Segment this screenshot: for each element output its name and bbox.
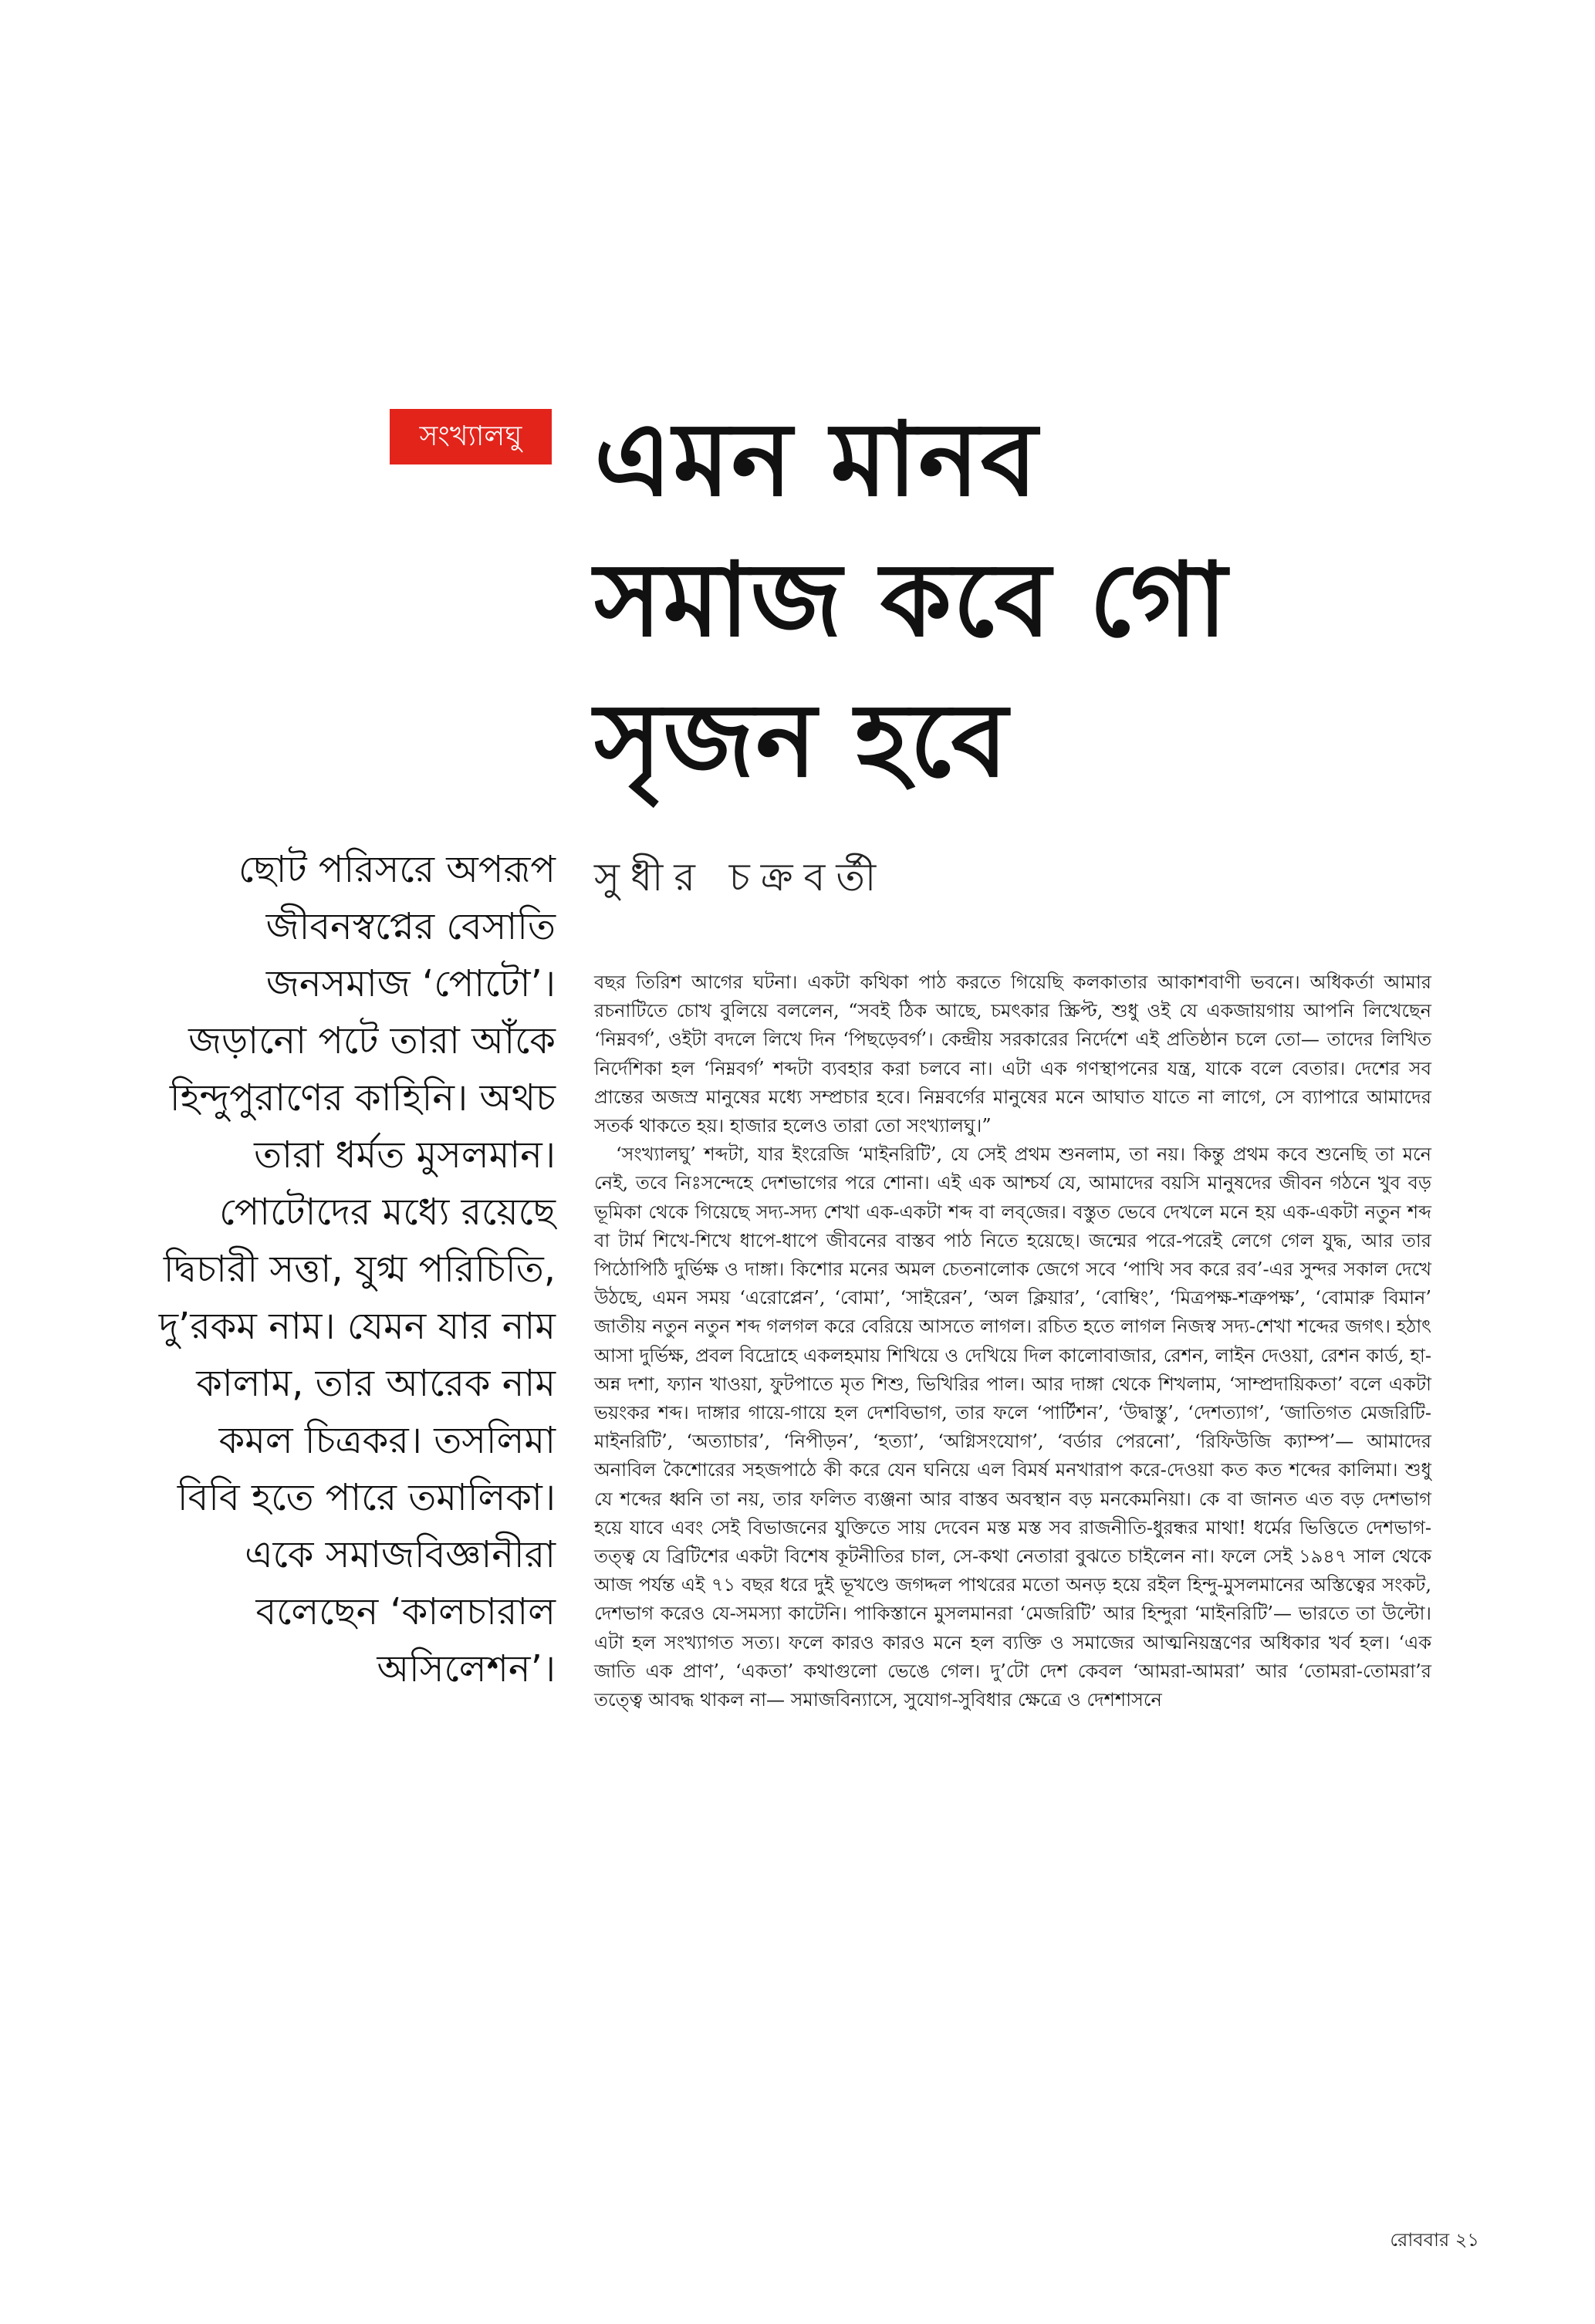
title-line-1: এমন মানব <box>594 400 1039 519</box>
body-paragraph: বছর তিরিশ আগের ঘটনা। একটা কথিকা পাঠ করতে গিয়েছি কলকাতার আকাশবাণী ভবনে। অধিকর্তা আমার রচনাটিতে চোখ বুলিয়ে বললেন, “সবই ঠিক আছে, চমৎকার স্ক্রিপ্ট, শুধু ওই যে একজায়গায় আপনি লিখেছেন ‘নিম্নবর্গ’, ওইটা বদলে লিখে দিন ‘পিছড়েবর্গ’। কেন্দ্রীয় সরকারের নির্দেশে এই প্রতিষ্ঠান চলে তো— তাদের লিখিত নির্দেশিকা হল ‘নিম্নবর্গ’ শব্দটা ব্যবহার করা চলবে না। এটা এক গণস্থাপনের যন্ত্র, যাকে বলে বেতার। দেশের সব প্রান্তের অজস্র মানুষের মধ্যে সম্প্রচার হবে। নিম্নবর্গের মানুষের মনে আঘাত যাতে না লাগে, সে ব্যাপারে আমাদের সতর্ক থাকতে হয়। হাজার হলেও তারা তো সংখ্যালঘু।” <box>594 971 1431 1137</box>
section-tag: সংখ্যালঘু <box>390 409 552 464</box>
article-body <box>594 968 1431 1714</box>
author-name: সুধীর চক্রবর্তী <box>594 855 887 900</box>
title-line-2: সমাজ কবে গো <box>594 541 1228 660</box>
article-title <box>594 390 1520 811</box>
body-paragraph: ‘সংখ্যালঘু’ শব্দটা, যার ইংরেজি ‘মাইনরিটি’, যে সেই প্রথম শুনলাম, তা নয়। কিন্তু প্রথম কবে শুনেছি তা মনে নেই, তবে নিঃসন্দেহে দেশভাগের পরে শোনা। এই এক আশ্চর্য যে, আমাদের বয়সি মানুষদের জীবন গঠনে খুব বড় ভূমিকা থেকে গিয়েছে সদ্য-সদ্য শেখা এক-একটা শব্দ বা লব্‌জের। বস্তুত ভেবে দেখলে মনে হয় এক-একটা নতুন শব্দ বা টার্ম শিখে-শিখে ধাপে-ধাপে জীবনের বাস্তব পাঠ নিতে হয়েছে। জন্মের পরে-পরেই লেগে গেল যুদ্ধ, আর তার পিঠোপিঠি দুর্ভিক্ষ ও দাঙ্গা। কিশোর মনের অমল চেতনালোক জেগে সবে ‘পাখি সব করে রব’-এর সুন্দর সকাল দেখে উঠছে, এমন সময় ‘এরোপ্লেন’, ‘বোমা’, ‘সাইরেন’, ‘অল ক্লিয়ার’, ‘বোম্বিং’, ‘মিত্রপক্ষ-শত্রুপক্ষ’, ‘বোমারু বিমান’ জাতীয় নতুন নতুন শব্দ গলগল করে বেরিয়ে আসতে লাগল। রচিত হতে লাগল নিজস্ব সদ্য-শেখা শব্দের জগৎ। হঠাৎ আসা দুর্ভিক্ষ, প্রবল বিদ্রোহে একলহমায় শিখিয়ে ও দেখিয়ে দিল কালোবাজার, রেশন, লাইন দেওয়া, রেশন কার্ড, হা-অন্ন দশা, ফ্যান খাওয়া, ফুটপাতে মৃত শিশু, ভিখিরির পাল। আর দাঙ্গা থেকে শিখলাম, ‘সাম্প্রদায়িকতা’ বলে একটা ভয়ংকর শব্দ। দাঙ্গার গায়ে-গায়ে হল দেশবিভাগ, তার ফলে ‘পার্টিশন’, ‘উদ্বাস্তু’, ‘দেশত্যাগ’, ‘জাতিগত মেজরিটি-মাইনরিটি’, ‘অত্যাচার’, ‘নিপীড়ন’, ‘হত্যা’, ‘অগ্নিসংযোগ’, ‘বর্ডার পেরনো’, ‘রিফিউজি ক্যাম্প’— আমাদের অনাবিল কৈশোরের সহজপাঠে কী করে যেন ঘনিয়ে এল বিমর্ষ মনখারাপ করে-দেওয়া কত কত শব্দের কালিমা। শুধু যে শব্দের ধ্বনি তা নয়, তার ফলিত ব্যঞ্জনা আর বাস্তব অবস্থান বড় মনকেমনিয়া। কে বা জানত এত বড় দেশভাগ হয়ে যাবে এবং সেই বিভাজনের যুক্তিতে সায় দেবেন মস্ত মস্ত সব রাজনীতি-ধুরন্ধর মাথা! ধর্মের ভিত্তিতে দেশভাগ-তত্ত্ব যে ব্রিটিশের একটা বিশেষ কূটনীতির চাল, সে-কথা নেতারা বুঝতে চাইলেন না। ফলে সেই ১৯৪৭ সাল থেকে আজ পর্যন্ত এই ৭১ বছর ধরে দুই ভূখণ্ডে জগদ্দল পাথরের মতো অনড় হয়ে রইল হিন্দু-মুসলমানের অস্তিত্বের সংকট, দেশভাগ করেও যে-সমস্যা কাটেনি। পাকিস্তানে মুসলমানরা ‘মেজরিটি’ আর হিন্দুরা ‘মাইনরিটি’— ভারতে তা উল্টো। এটা হল সংখ্যাগত সত্য। ফলে কারও কারও মনে হল ব্যক্তি ও সমাজের আত্মনিয়ন্ত্রণের অধিকার খর্ব হল। ‘এক জাতি এক প্রাণ’, ‘একতা’ কথাগুলো ভেঙে গেল। দু’টো দেশ কেবল ‘আমরা-আমরা’ আর ‘তোমরা-তোমরা’র তত্ত্বে আবদ্ধ থাকল না— সমাজবিন্যাসে, সুযোগ-সুবিধার ক্ষেত্রে ও দেশশাসনে <box>594 1143 1431 1711</box>
pull-quote: ছোট পরিসরে অপরূপ জীবনস্বপ্নের বেসাতি জনসমাজ ‘পোটো’। জড়ানো পটে তারা আঁকে হিন্দুপুরাণের কাহিনি। অথচ তারা ধর্মত মুসলমান। পোটোদের মধ্যে রয়েছে দ্বিচারী সত্তা, যুগ্ম পরিচিতি, দু’রকম নাম। যেমন যার নাম কালাম, তার আরেক নাম কমল চিত্রকর। তসলিমা বিবি হতে পারে তমালিকা। একে সমাজবিজ্ঞানীরা বলেছেন ‘কালচারাল অসিলেশন’। <box>158 848 556 1691</box>
title-line-3: সৃজন হবে <box>594 681 1009 800</box>
page-footer: রোববার ২১ <box>1390 2229 1479 2251</box>
